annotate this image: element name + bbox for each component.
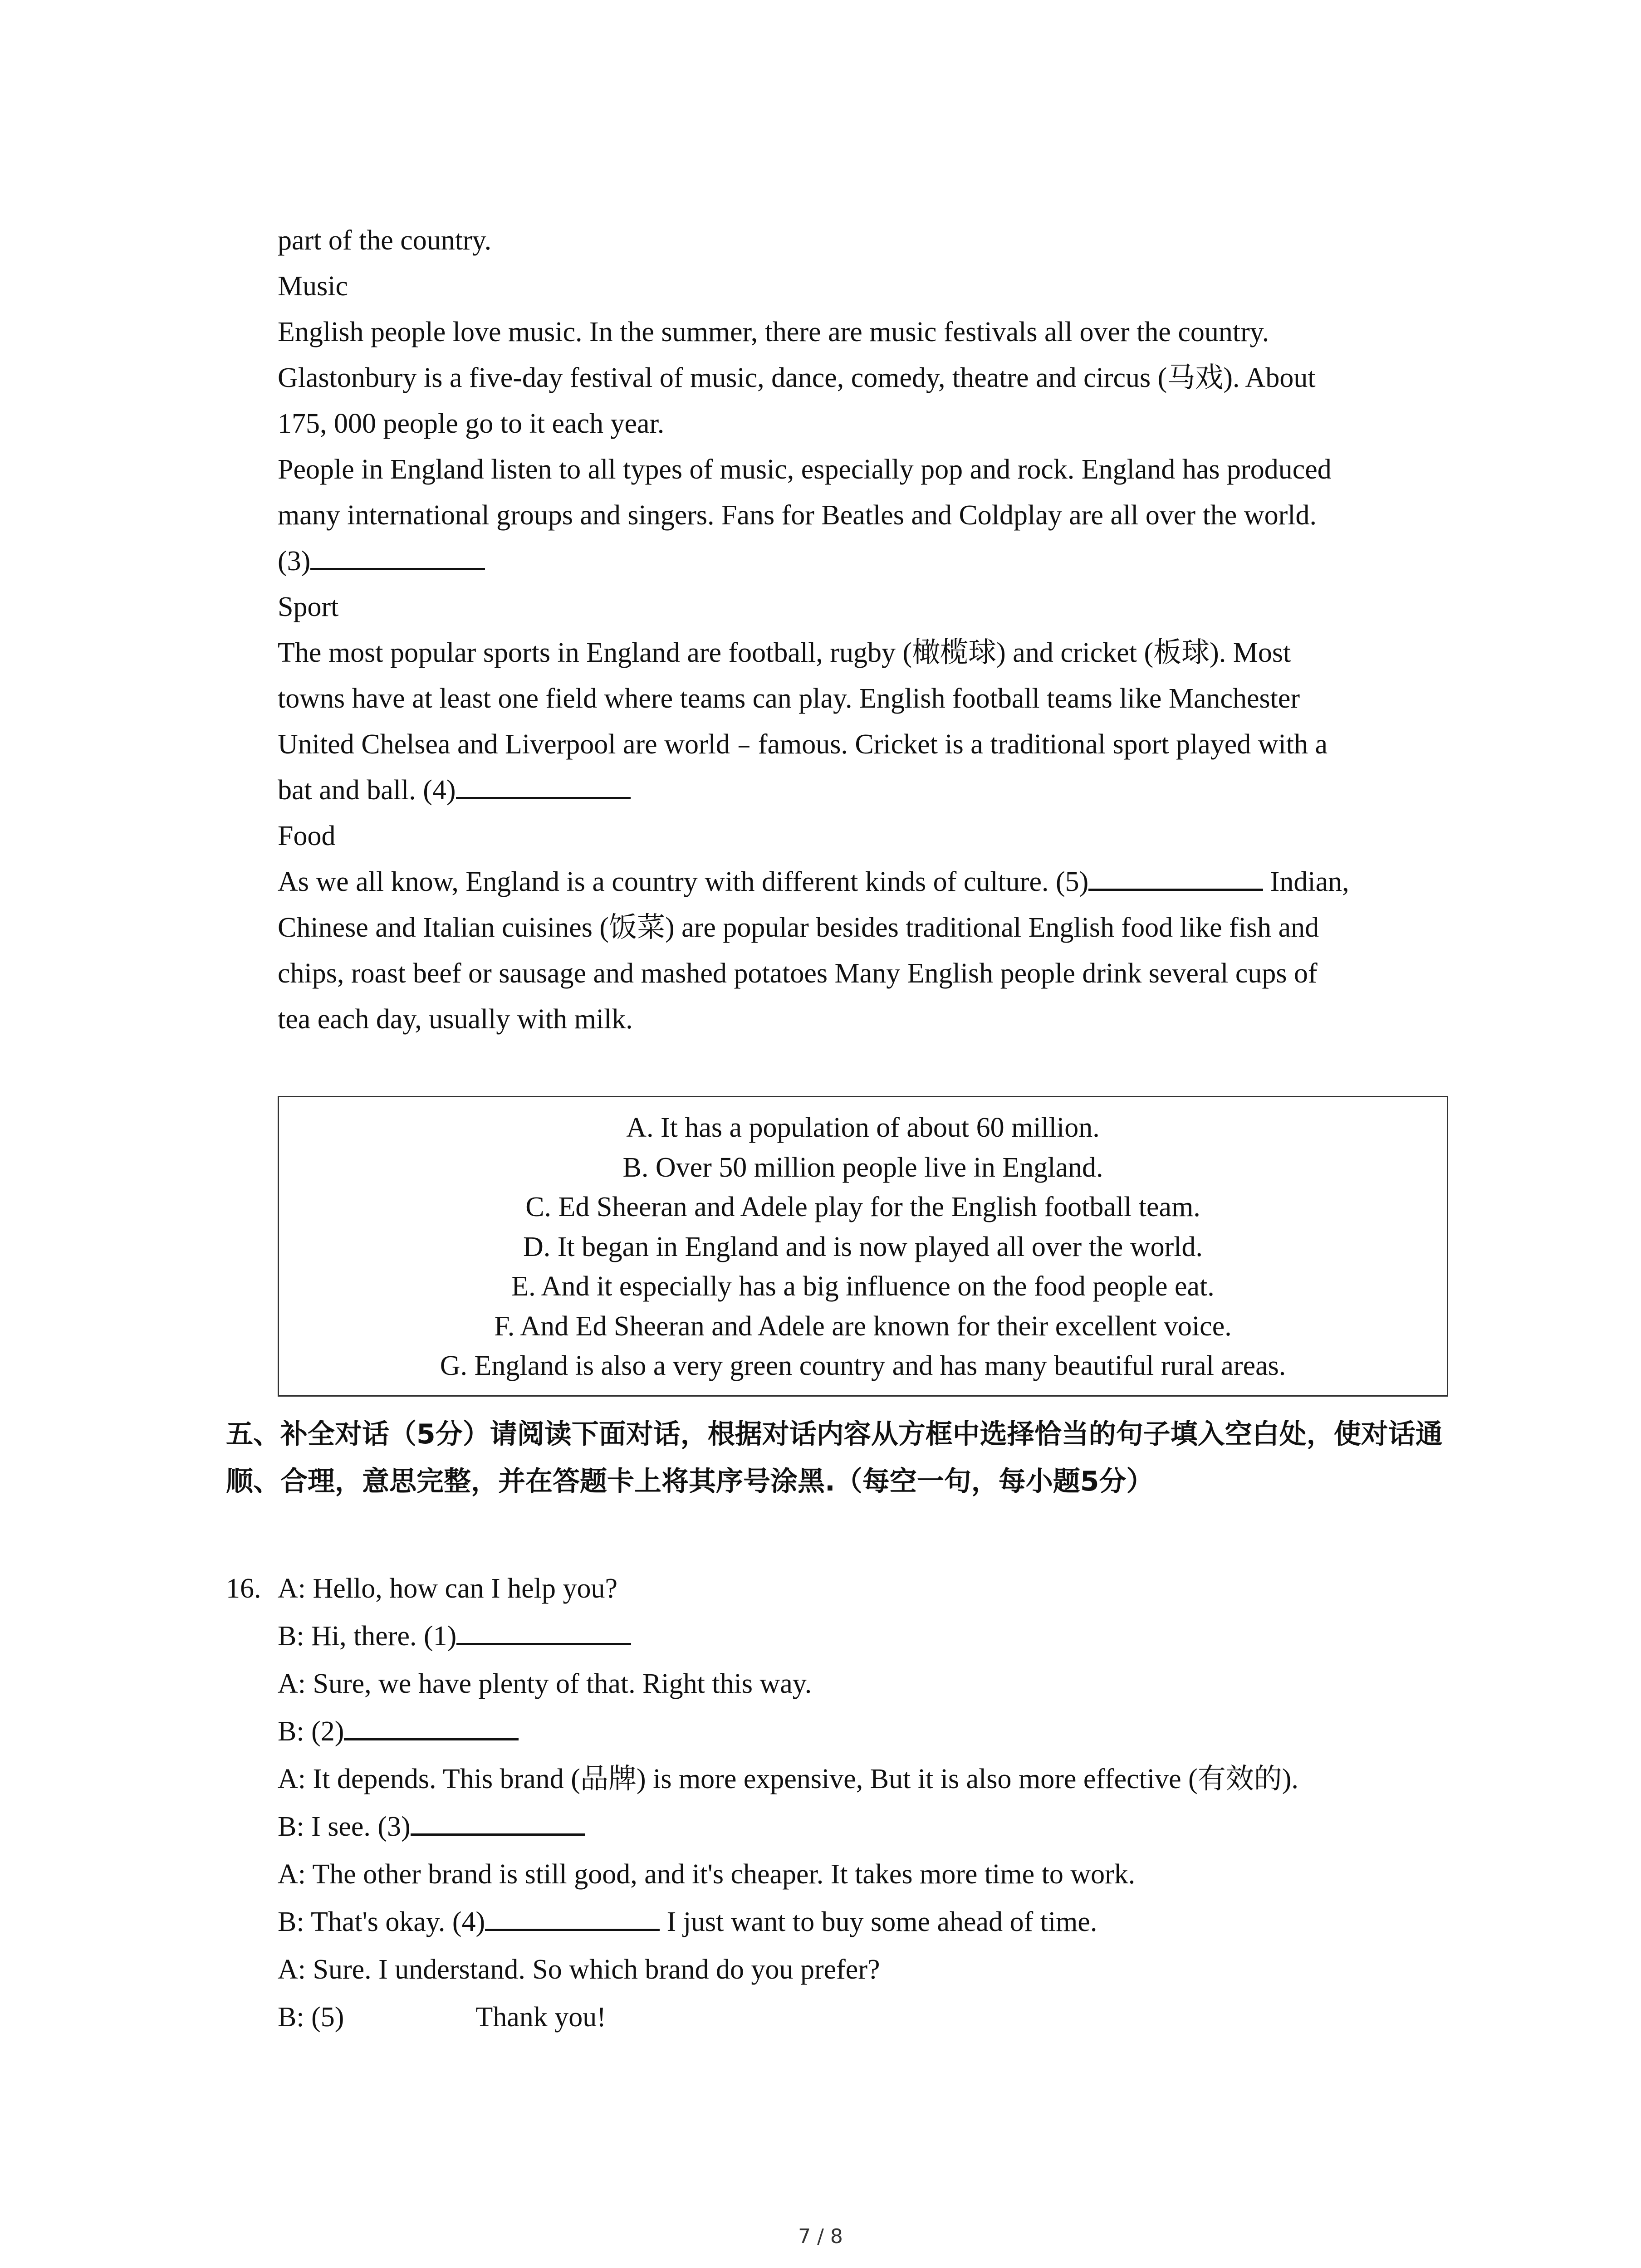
passage-line: chips, roast beef or sausage and mashed potatoes Many English people drink several cups of	[278, 958, 1318, 989]
option-d: D. It began in England and is now played all over the world.	[523, 1231, 1203, 1262]
option-e: E. And it especially has a big influence on the food people eat.	[511, 1271, 1215, 1302]
dialogue-line	[226, 1851, 1460, 1898]
dialogue-text: A: Sure, we have plenty of that. Right this way.	[278, 1668, 812, 1699]
passage-line: United Chelsea and Liverpool are world﹣famous. Cricket is a traditional sport played with a	[278, 729, 1328, 760]
answer-blank[interactable]	[456, 773, 631, 799]
passage-line: 175, 000 people go to it each year.	[278, 408, 665, 439]
dialogue-text: B: That's okay. (4)	[278, 1906, 485, 1937]
option-a: A. It has a population of about 60 million.	[626, 1112, 1100, 1143]
answer-blank[interactable]	[411, 1810, 585, 1836]
dialogue-line	[226, 1898, 1460, 1946]
option-c: C. Ed Sheeran and Adele play for the English football team.	[525, 1192, 1200, 1222]
dialogue-line	[226, 1994, 1460, 2041]
dialogue-text: I just want to buy some ahead of time.	[660, 1906, 1097, 1937]
answer-blank[interactable]	[1088, 865, 1263, 891]
spacer	[278, 1042, 1457, 1096]
options-box	[278, 1096, 1448, 1397]
passage-text: bat and ball. (4)	[278, 775, 456, 806]
dialogue-line	[226, 1946, 1460, 1994]
music-heading: Music	[278, 271, 348, 302]
dialogue-line	[226, 1660, 1460, 1708]
dialogue-line	[226, 1708, 1460, 1755]
option-b: B. Over 50 million people live in England.	[622, 1152, 1103, 1183]
passage-line: English people love music. In the summer, there are music festivals all over the country.	[278, 317, 1269, 347]
dialogue-line	[226, 1755, 1460, 1803]
question-number: 16.	[226, 1573, 261, 1604]
dialogue-text: B: I see. (3)	[278, 1811, 411, 1842]
passage-line: People in England listen to all types of music, especially pop and rock. England has produced	[278, 454, 1332, 485]
answer-blank[interactable]	[344, 1715, 519, 1740]
passage-line: Chinese and Italian cuisines (饭菜) are popular besides traditional English food like fish and	[278, 912, 1319, 943]
page-number: 7 / 8	[798, 2225, 843, 2248]
dialogue-text: A: Hello, how can I help you?	[278, 1573, 617, 1604]
answer-blank[interactable]	[456, 1619, 631, 1645]
answer-blank[interactable]	[485, 1905, 660, 1931]
sport-heading: Sport	[278, 591, 339, 622]
passage-line: towns have at least one field where teams can play. English football teams like Manchester	[278, 683, 1300, 714]
dialogue-line	[226, 1565, 1460, 1613]
dialogue-text: A: It depends. This brand (品牌) is more expensive, But it is also more effective (有效的).	[278, 1764, 1298, 1794]
reading-passage	[278, 218, 1457, 1397]
passage-text: As we all know, England is a country with different kinds of culture. (5)	[278, 866, 1089, 897]
passage-line: The most popular sports in England are football, rugby (橄榄球) and cricket (板球). Most	[278, 637, 1291, 668]
dialogue-text: B: Hi, there. (1)	[278, 1621, 457, 1652]
blank-3-line	[278, 538, 1457, 584]
passage-text: Indian,	[1263, 866, 1349, 897]
dialogue-line	[226, 1613, 1460, 1660]
option-g: G. England is also a very green country and has many beautiful rural areas.	[440, 1350, 1286, 1381]
blank-5-line	[278, 859, 1457, 905]
dialogue	[226, 1565, 1460, 2041]
answer-blank[interactable]	[310, 544, 485, 570]
blank-3-label: (3)	[278, 546, 311, 577]
dialogue-line	[226, 1803, 1460, 1851]
dialogue-text: B: (2)	[278, 1716, 344, 1747]
dialogue-text: A: Sure. I understand. So which brand do you prefer?	[278, 1954, 880, 1985]
passage-line: Glastonbury is a five-day festival of music, dance, comedy, theatre and circus (马戏). About	[278, 362, 1316, 393]
passage-line: tea each day, usually with milk.	[278, 1004, 633, 1035]
dialogue-text: Thank you!	[475, 2002, 606, 2033]
blank-4-line	[278, 767, 1457, 813]
food-heading: Food	[278, 821, 336, 851]
dialogue-text: A: The other brand is still good, and it's cheaper. It takes more time to work.	[278, 1859, 1136, 1890]
passage-line: many international groups and singers. Fans for Beatles and Coldplay are all over the world.	[278, 500, 1317, 531]
dialogue-text: B: (5)	[278, 2002, 344, 2033]
section-5-instruction: 五、补全对话（5分）请阅读下面对话，根据对话内容从方框中选择恰当的句子填入空白处，使对话通顺、合理，意思完整，并在答题卡上将其序号涂黑.（每空一句，每小题5分）	[226, 1418, 1443, 1497]
option-f: F. And Ed Sheeran and Adele are known for their excellent voice.	[494, 1310, 1232, 1342]
passage-line: part of the country.	[278, 225, 492, 256]
